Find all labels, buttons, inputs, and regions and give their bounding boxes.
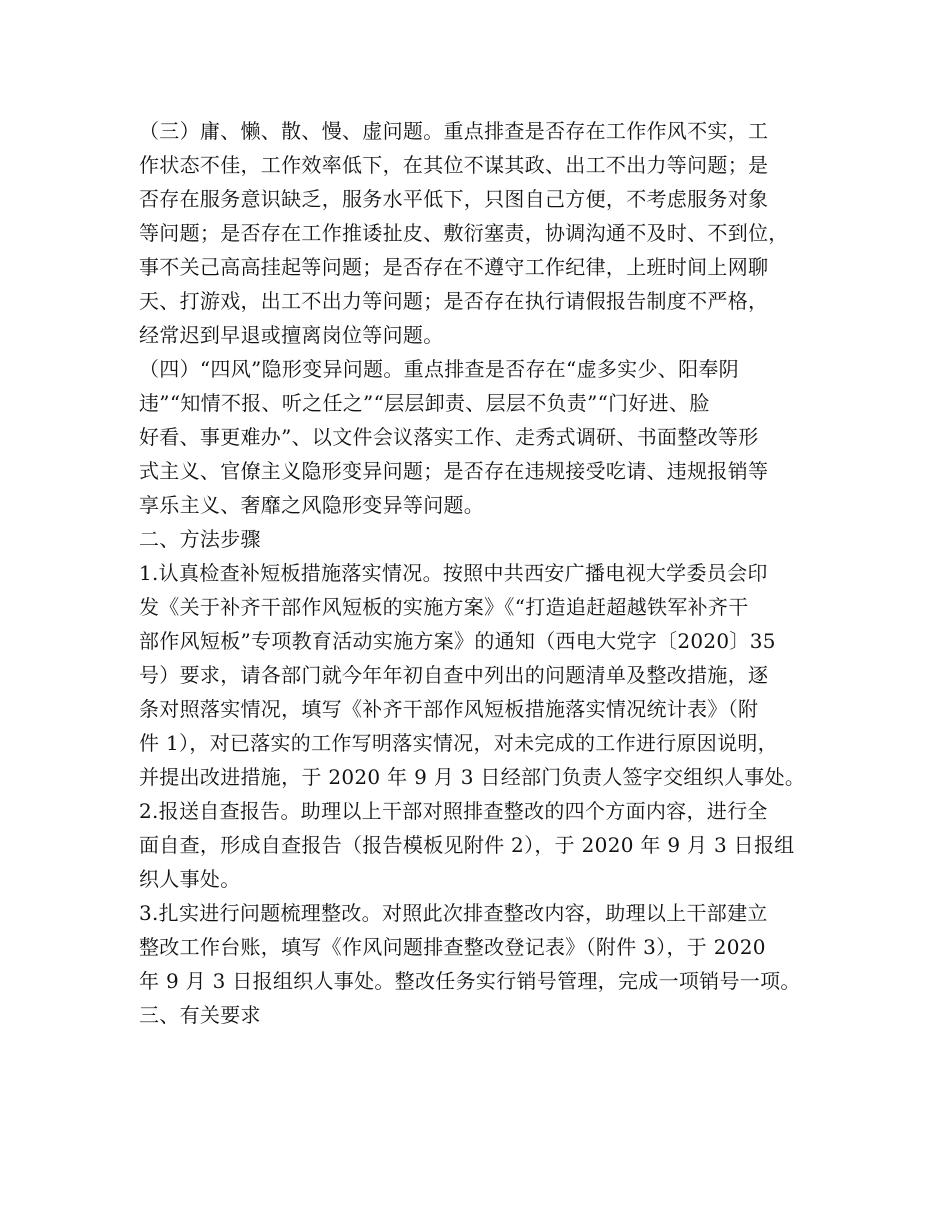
text-line: 享乐主义、奢靡之风隐形变异等问题。 — [139, 493, 485, 517]
text-line: 部作风短板”专项教育活动实施方案》的通知（西电大党字〔2020〕35 — [139, 629, 776, 653]
document-body — [139, 114, 829, 1032]
text-line: 事不关己高高挂起等问题；是否存在不遵守工作纪律，上班时间上网聊 — [139, 255, 769, 279]
text-line: 经常迟到早退或擅离岗位等问题。 — [139, 323, 444, 347]
section-heading: 二、方法步骤 — [139, 527, 261, 551]
text-line: 发《关于补齐干部作风短板的实施方案》《“打造追赶超越铁军补齐干 — [139, 595, 749, 619]
text-line: （四）“四风”隐形变异问题。重点排查是否存在“虚多实少、阳奉阴 — [139, 357, 739, 381]
text-line: 年 9 月 3 日报组织人事处。整改任务实行销号管理，完成一项销号一项。 — [139, 969, 801, 993]
section-heading: 三、有关要求 — [139, 1003, 261, 1027]
text-line: 违”“知情不报、听之任之”“层层卸责、层层不负责”“门好进、脸 — [139, 391, 710, 415]
text-line: 2.报送自查报告。助理以上干部对照排查整改的四个方面内容，进行全 — [139, 799, 768, 823]
text-line: 件 1），对已落实的工作写明落实情况，对未完成的工作进行原因说明， — [139, 731, 778, 755]
text-line: 作状态不佳，工作效率低下，在其位不谋其政、出工不出力等问题；是 — [139, 153, 769, 177]
text-line: 式主义、官僚主义隐形变异问题；是否存在违规接受吃请、违规报销等 — [139, 459, 769, 483]
text-line: 否存在服务意识缺乏，服务水平低下，只图自己方便，不考虑服务对象 — [139, 187, 769, 211]
text-line: 天、打游戏，出工不出力等问题；是否存在执行请假报告制度不严格， — [139, 289, 769, 313]
text-line: 好看、事更难办”、以文件会议落实工作、走秀式调研、书面整改等形 — [139, 425, 759, 449]
text-line: 面自查，形成自查报告（报告模板见附件 2），于 2020 年 9 月 3 日报组 — [139, 833, 795, 857]
text-line: 3.扎实进行问题梳理整改。对照此次排查整改内容，助理以上干部建立 — [139, 901, 768, 925]
text-line: 并提出改进措施，于 2020 年 9 月 3 日经部门负责人签字交组织人事处。 — [139, 765, 806, 789]
text-line: 等问题；是否存在工作推诿扯皮、敷衍塞责，协调沟通不及时、不到位， — [139, 221, 789, 245]
text-line: 号）要求，请各部门就今年年初自查中列出的问题清单及整改措施，逐 — [139, 663, 769, 687]
text-line: 条对照落实情况，填写《补齐干部作风短板措施落实情况统计表》（附 — [139, 697, 759, 721]
text-line: 织人事处。 — [139, 867, 241, 891]
text-line: 整改工作台账，填写《作风问题排查整改登记表》（附件 3），于 2020 — [139, 935, 766, 959]
text-line: 1.认真检查补短板措施落实情况。按照中共西安广播电视大学委员会印 — [139, 561, 768, 585]
text-line: （三）庸、懒、散、慢、虚问题。重点排查是否存在工作作风不实，工 — [139, 119, 769, 143]
